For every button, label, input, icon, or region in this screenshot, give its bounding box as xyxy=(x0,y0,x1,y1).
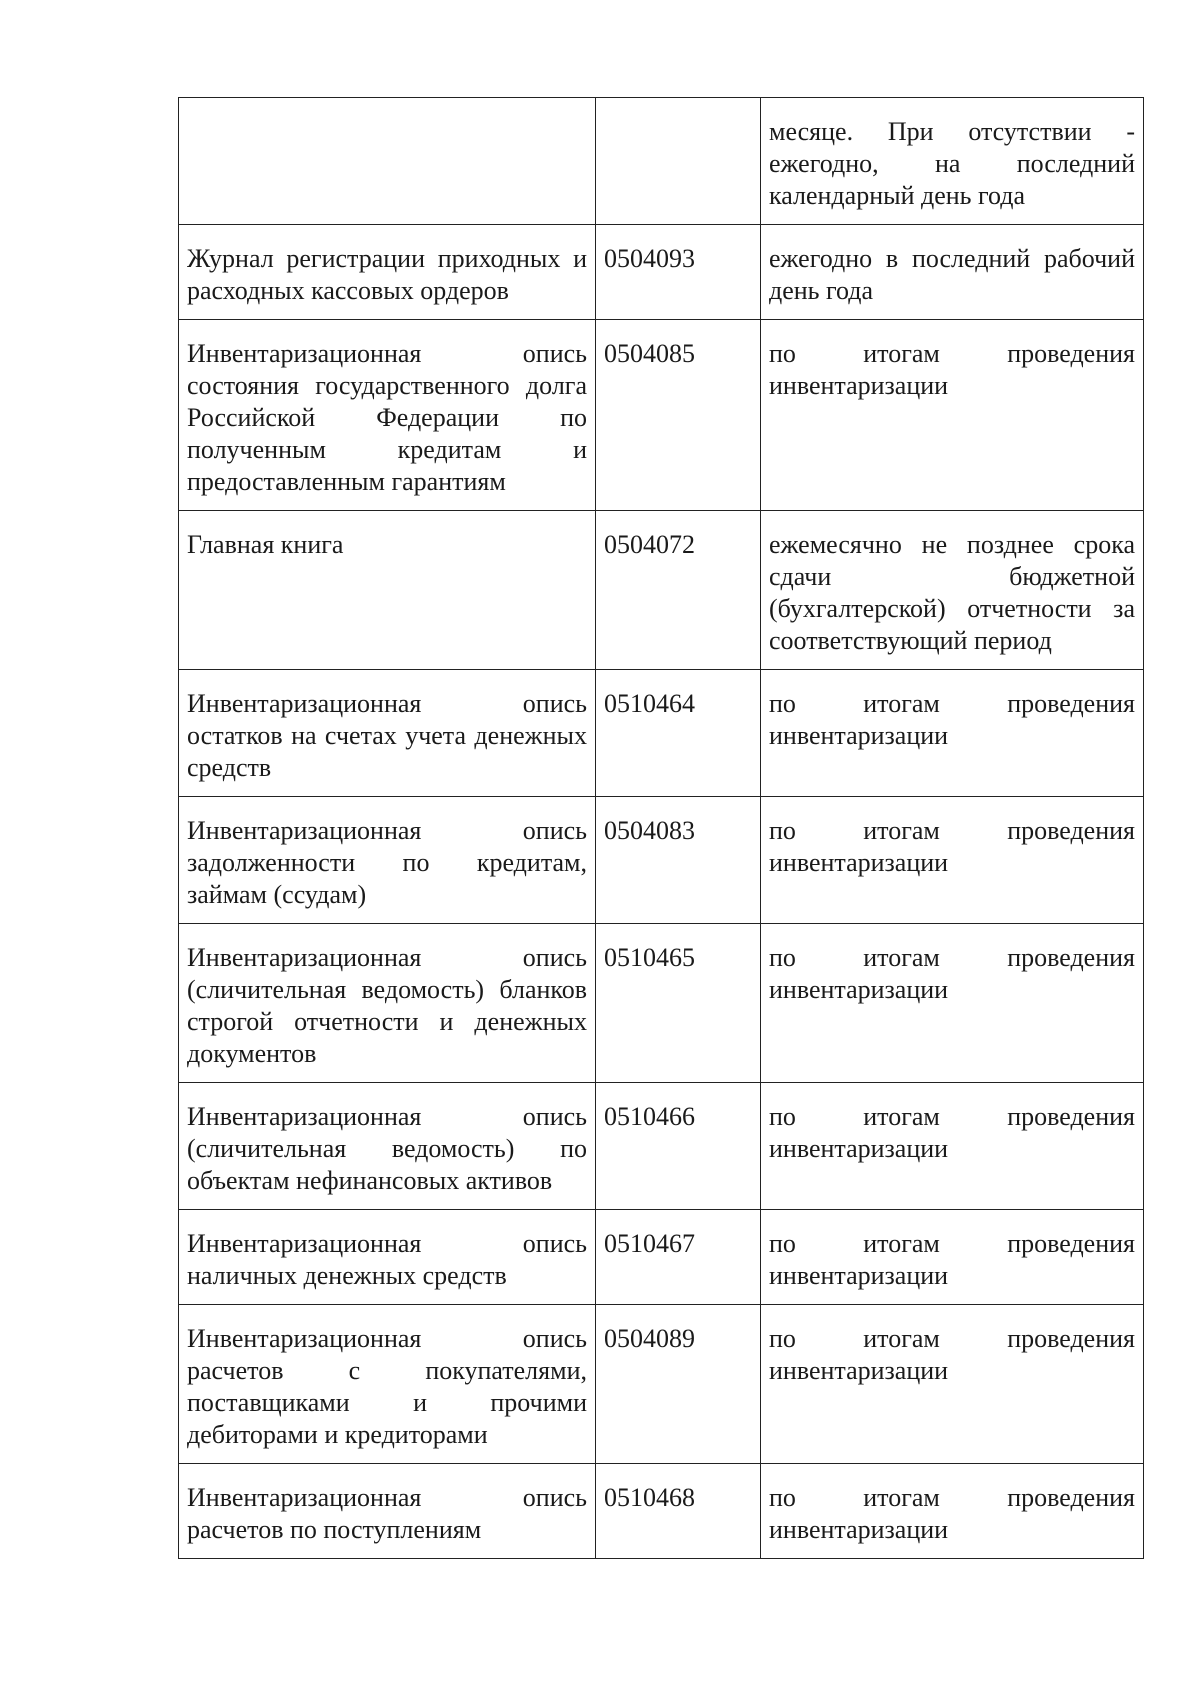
period-cell: по итогам проведения инвентаризации xyxy=(761,1210,1144,1305)
table-row xyxy=(179,1083,1144,1210)
document-name-cell: Инвентаризационная опись расчетов по поступлениям xyxy=(179,1464,596,1559)
period-cell: по итогам проведения инвентаризации xyxy=(761,924,1144,1083)
document-name-cell: Инвентаризационная опись состояния государственного долга Российской Федерации по полученным кредитам и предоставленным гарантиям xyxy=(179,320,596,511)
document-name-cell: Инвентаризационная опись остатков на счетах учета денежных средств xyxy=(179,670,596,797)
form-code-cell: 0510467 xyxy=(596,1210,761,1305)
period-cell: по итогам проведения инвентаризации xyxy=(761,1305,1144,1464)
period-cell: ежемесячно не позднее срока сдачи бюджетной (бухгалтерской) отчетности за соответствующий период xyxy=(761,511,1144,670)
document-name-cell: Журнал регистрации приходных и расходных кассовых ордеров xyxy=(179,225,596,320)
document-name-cell xyxy=(179,98,596,225)
document-name-cell: Инвентаризационная опись (сличительная ведомость) бланков строгой отчетности и денежных документов xyxy=(179,924,596,1083)
table-row xyxy=(179,1210,1144,1305)
table-row xyxy=(179,924,1144,1083)
form-code-cell: 0510465 xyxy=(596,924,761,1083)
table-row xyxy=(179,797,1144,924)
form-code-cell: 0504072 xyxy=(596,511,761,670)
form-code-cell: 0510466 xyxy=(596,1083,761,1210)
period-cell: по итогам проведения инвентаризации xyxy=(761,1083,1144,1210)
form-code-cell: 0504083 xyxy=(596,797,761,924)
document-name-cell: Инвентаризационная опись (сличительная ведомость) по объектам нефинансовых активов xyxy=(179,1083,596,1210)
period-cell: по итогам проведения инвентаризации xyxy=(761,797,1144,924)
period-cell: месяце. При отсутствии - ежегодно, на последний календарный день года xyxy=(761,98,1144,225)
table-row xyxy=(179,1305,1144,1464)
document-name-cell: Инвентаризационная опись задолженности по кредитам, займам (ссудам) xyxy=(179,797,596,924)
table-row xyxy=(179,670,1144,797)
form-code-cell: 0504089 xyxy=(596,1305,761,1464)
form-code-cell: 0504085 xyxy=(596,320,761,511)
form-code-cell: 0510464 xyxy=(596,670,761,797)
form-code-cell xyxy=(596,98,761,225)
period-cell: по итогам проведения инвентаризации xyxy=(761,320,1144,511)
period-cell: ежегодно в последний рабочий день года xyxy=(761,225,1144,320)
table-row xyxy=(179,320,1144,511)
table-row xyxy=(179,225,1144,320)
period-cell: по итогам проведения инвентаризации xyxy=(761,670,1144,797)
document-table xyxy=(178,97,1144,1559)
document-name-cell: Инвентаризационная опись наличных денежных средств xyxy=(179,1210,596,1305)
table-row xyxy=(179,511,1144,670)
form-code-cell: 0504093 xyxy=(596,225,761,320)
table-row xyxy=(179,98,1144,225)
table-row xyxy=(179,1464,1144,1559)
period-cell: по итогам проведения инвентаризации xyxy=(761,1464,1144,1559)
document-name-cell: Главная книга xyxy=(179,511,596,670)
form-code-cell: 0510468 xyxy=(596,1464,761,1559)
document-name-cell: Инвентаризационная опись расчетов с покупателями, поставщиками и прочими дебиторами и кредиторами xyxy=(179,1305,596,1464)
